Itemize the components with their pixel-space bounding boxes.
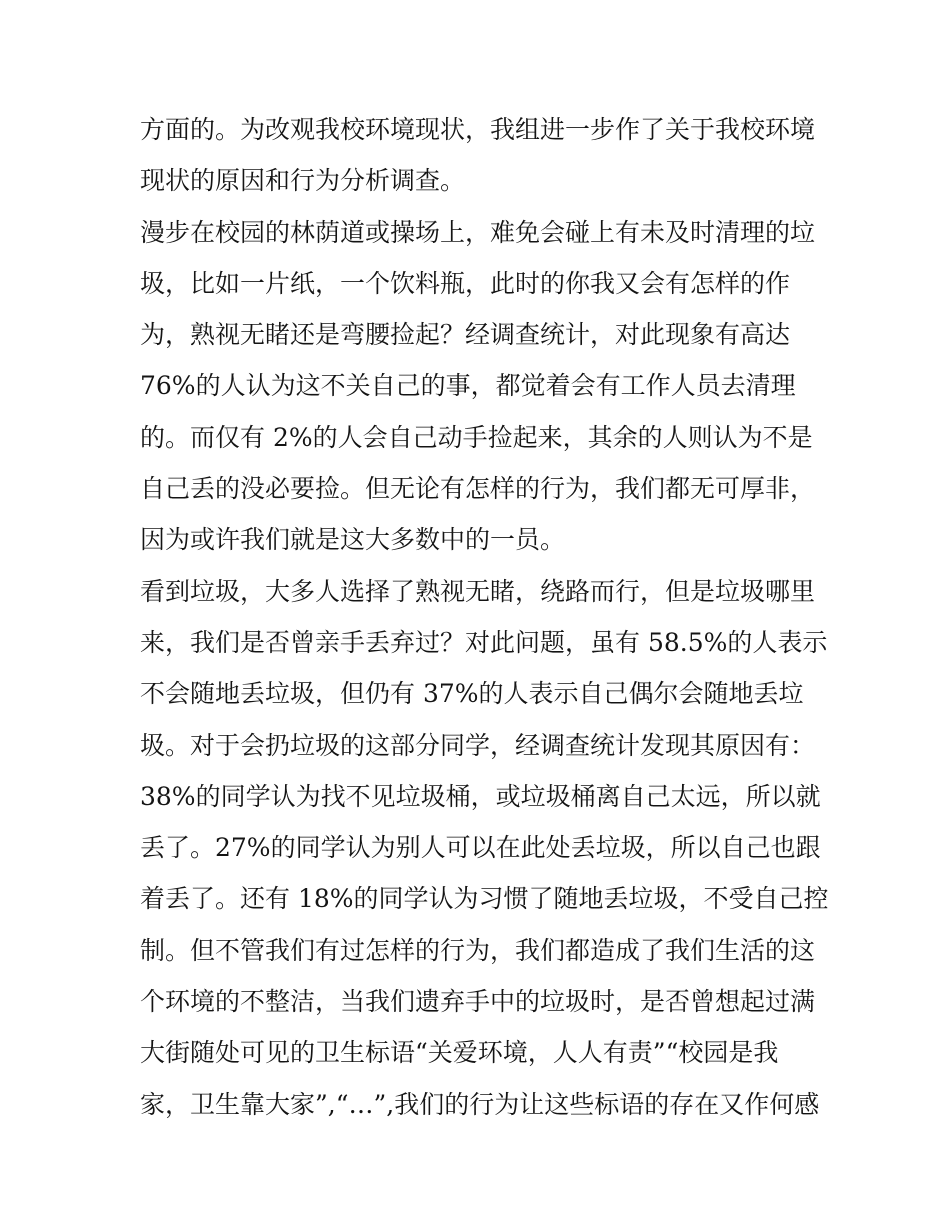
- text-line-14: 38%的同学认为找不见垃圾桶，或垃圾桶离自己太远，所以就: [140, 781, 821, 811]
- text-line-8: 自己丢的没必要捡。但无论有怎样的行为，我们都无可厚非，: [140, 474, 816, 504]
- text-line-5: 为，熟视无睹还是弯腰捡起？经调查统计，对此现象有高达: [140, 320, 791, 350]
- text-line-18: 个环境的不整洁，当我们遗弃手中的垃圾时，是否曾想起过满: [140, 987, 816, 1017]
- text-line-20: 家，卫生靠大家”,“…”,我们的行为让这些标语的存在又作何感: [140, 1089, 820, 1119]
- text-line-15: 丢了。27%的同学认为别人可以在此处丢垃圾，所以自己也跟: [140, 833, 821, 863]
- text-line-10: 看到垃圾，大多人选择了熟视无睹，绕路而行，但是垃圾哪里: [140, 576, 816, 606]
- text-line-17: 制。但不管我们有过怎样的行为，我们都造成了我们生活的这: [140, 935, 816, 965]
- text-line-7: 的。而仅有 2%的人会自己动手捡起来，其余的人则认为不是: [140, 422, 813, 452]
- text-line-11: 来，我们是否曾亲手丢弃过？对此问题，虽有 58.5%的人表示: [140, 627, 828, 657]
- text-line-2: 现状的原因和行为分析调查。: [140, 166, 466, 196]
- text-line-19: 大街随处可见的卫生标语“关爱环境，人人有责”“校园是我: [140, 1038, 779, 1068]
- text-line-3: 漫步在校园的林荫道或操场上，难免会碰上有未及时清理的垃: [140, 217, 816, 247]
- text-line-16: 着丢了。还有 18%的同学认为习惯了随地丢垃圾，不受自己控: [140, 884, 829, 914]
- body-text: [140, 104, 830, 1130]
- text-line-4: 圾，比如一片纸，一个饮料瓶，此时的你我又会有怎样的作: [140, 268, 791, 298]
- text-line-9: 因为或许我们就是这大多数中的一员。: [140, 525, 566, 555]
- text-line-1: 方面的。为改观我校环境现状，我组进一步作了关于我校环境: [140, 115, 816, 144]
- text-line-13: 圾。对于会扔垃圾的这部分同学，经调查统计发现其原因有：: [140, 730, 816, 760]
- text-line-12: 不会随地丢垃圾，但仍有 37%的人表示自己偶尔会随地丢垃: [140, 679, 804, 709]
- text-line-6: 76%的人认为这不关自己的事，都觉着会有工作人员去清理: [140, 371, 796, 401]
